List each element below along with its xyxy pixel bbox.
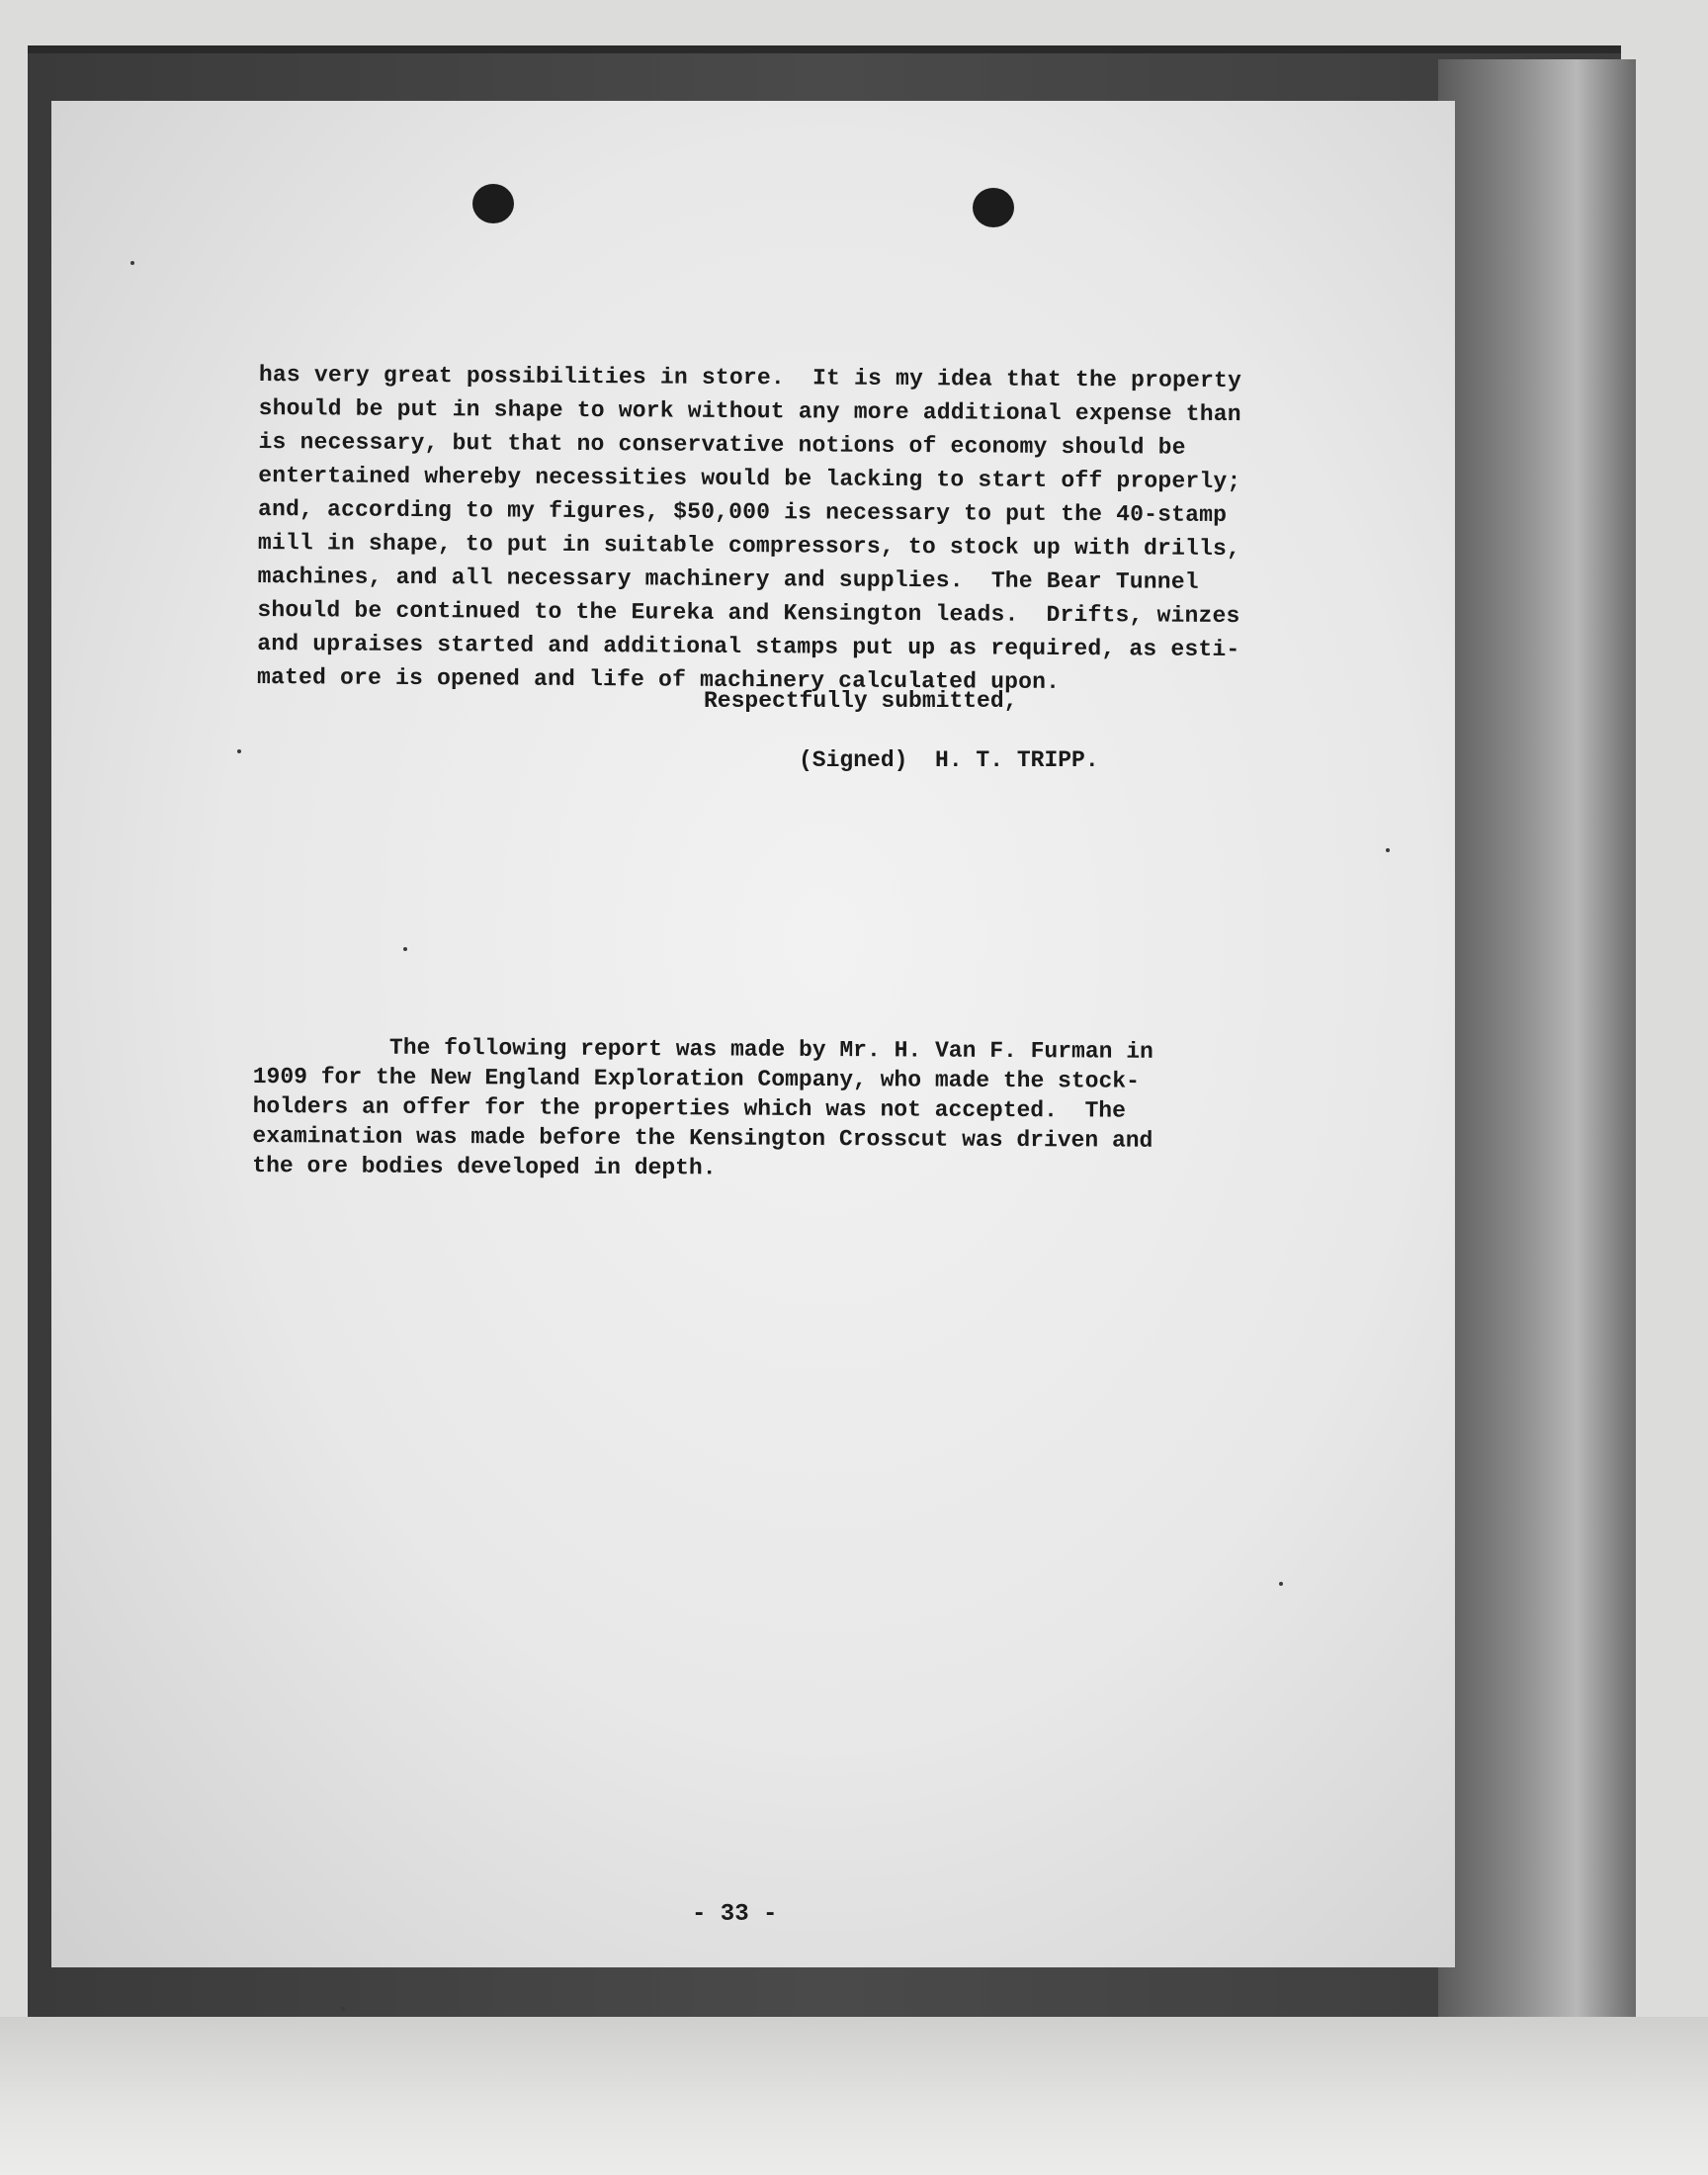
dust-speck (130, 261, 134, 265)
signature-line: (Signed) H. T. TRIPP. (799, 747, 1099, 773)
dust-speck (403, 947, 407, 951)
dust-speck (237, 749, 241, 753)
microfilm-edge-shading (1438, 59, 1636, 2037)
dust-speck (1386, 848, 1390, 852)
body-paragraph: has very great possibilities in store. It is my idea that the property should be put in shape to work without any more additional expense than is necessary, but that no conservative notions of economy should be entertained whereby necessities would be lacking to start off properly; and, according to my figures, $50,000 is necessary to put the 40-stamp mill in shape, to put in suitable compressors, to stock up with drills, machines, and all necessary machinery and supplies. The Bear Tunnel should be continued to the Eureka and Kensington leads. Drifts, winzes and upraises started and additional stamps put up as required, as esti- mated ore is opened and life of machinery calculated upon. (256, 361, 1242, 695)
page-number: - 33 - (692, 1901, 778, 1928)
dust-speck (341, 2007, 345, 2011)
second-paragraph: The following report was made by Mr. H. Van F. Furman in 1909 for the New England Exploration Company, who made the stock- holders an offer for the properties which was not accepted. The examination was made before the Kensington Crosscut was driven and the ore bodies developed in depth. (252, 1034, 1153, 1181)
scan-bottom-margin (0, 2017, 1708, 2175)
closing-line: Respectfully submitted, (704, 688, 1018, 714)
punch-hole-left (472, 184, 514, 223)
dust-speck (1279, 1582, 1283, 1586)
punch-hole-right (973, 188, 1014, 227)
